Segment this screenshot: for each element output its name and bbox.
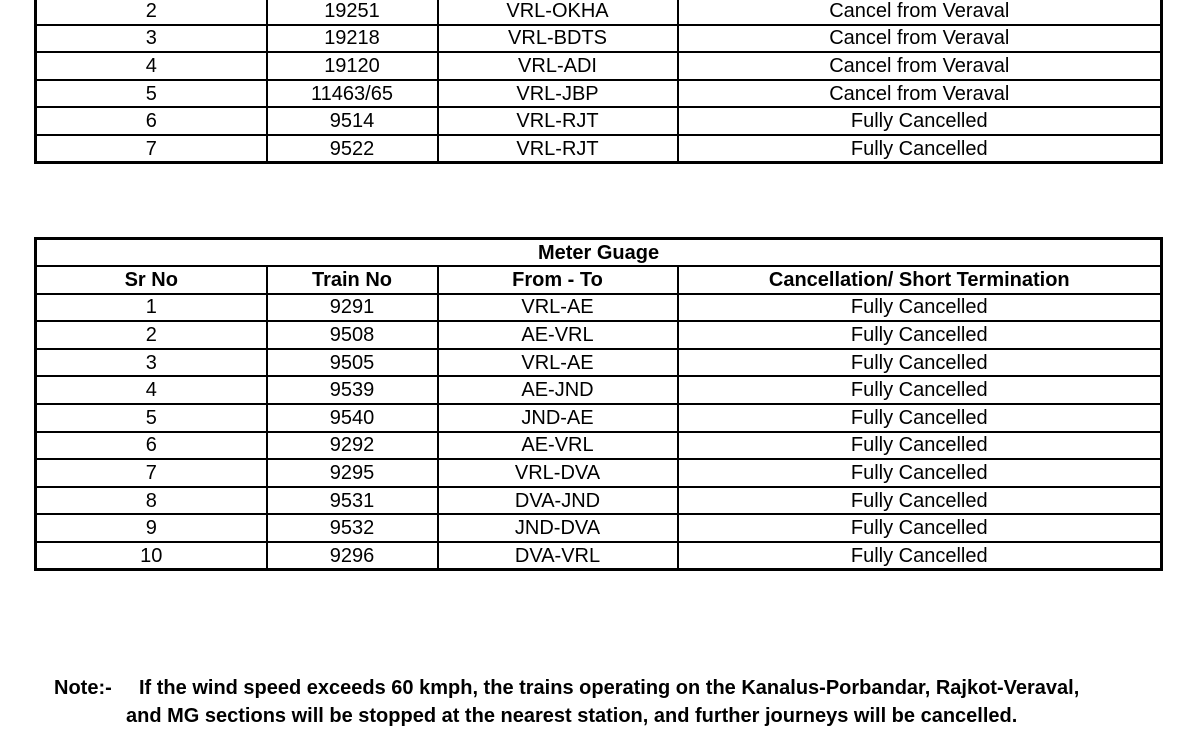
table-row: [36, 542, 1162, 570]
sr-no-cell: 2: [36, 321, 267, 349]
sr-no-cell: 5: [36, 80, 267, 108]
table-row: [36, 0, 1162, 25]
header-sr-no: Sr No: [36, 266, 267, 294]
train-no-cell: 9539: [267, 376, 438, 404]
train-no-cell: 9291: [267, 294, 438, 322]
table-row: [36, 487, 1162, 515]
status-cell: Fully Cancelled: [678, 432, 1162, 460]
from-to-cell: VRL-OKHA: [438, 0, 678, 25]
table-row: [36, 459, 1162, 487]
sr-no-cell: 2: [36, 0, 267, 25]
from-to-cell: DVA-JND: [438, 487, 678, 515]
note-line-1: If the wind speed exceeds 60 kmph, the trains operating on the Kanalus-Porbandar, Rajkot-Veraval,: [139, 677, 1080, 699]
table-row: [36, 321, 1162, 349]
sr-no-cell: 3: [36, 349, 267, 377]
status-cell: Fully Cancelled: [678, 376, 1162, 404]
from-to-cell: VRL-BDTS: [438, 25, 678, 53]
train-no-cell: 9532: [267, 514, 438, 542]
from-to-cell: VRL-AE: [438, 294, 678, 322]
train-no-cell: 9508: [267, 321, 438, 349]
status-cell: Cancel from Veraval: [678, 25, 1162, 53]
from-to-cell: VRL-RJT: [438, 135, 678, 163]
header-cancellation: Cancellation/ Short Termination: [678, 266, 1162, 294]
header-train-no: Train No: [267, 266, 438, 294]
sr-no-cell: 10: [36, 542, 267, 570]
table-row: [36, 135, 1162, 163]
sr-no-cell: 7: [36, 135, 267, 163]
sr-no-cell: 3: [36, 25, 267, 53]
status-cell: Cancel from Veraval: [678, 0, 1162, 25]
note-line-1-wrap: [54, 674, 1079, 702]
from-to-cell: VRL-RJT: [438, 107, 678, 135]
sr-no-cell: 6: [36, 432, 267, 460]
train-no-cell: 9505: [267, 349, 438, 377]
from-to-cell: AE-VRL: [438, 432, 678, 460]
from-to-cell: VRL-DVA: [438, 459, 678, 487]
meter-gauge-title-row: [36, 239, 1162, 267]
meter-gauge-table: [34, 237, 1163, 571]
table-row: [36, 107, 1162, 135]
from-to-cell: VRL-AE: [438, 349, 678, 377]
broad-gauge-table-body: [36, 0, 1162, 163]
train-no-cell: 9514: [267, 107, 438, 135]
train-no-cell: 9292: [267, 432, 438, 460]
train-no-cell: 19120: [267, 52, 438, 80]
from-to-cell: VRL-JBP: [438, 80, 678, 108]
sr-no-cell: 5: [36, 404, 267, 432]
table-row: [36, 432, 1162, 460]
status-cell: Fully Cancelled: [678, 135, 1162, 163]
table-row: [36, 349, 1162, 377]
meter-gauge-header-row: [36, 266, 1162, 294]
status-cell: Fully Cancelled: [678, 514, 1162, 542]
train-no-cell: 19218: [267, 25, 438, 53]
status-cell: Fully Cancelled: [678, 459, 1162, 487]
sr-no-cell: 4: [36, 376, 267, 404]
status-cell: Fully Cancelled: [678, 349, 1162, 377]
table-row: [36, 80, 1162, 108]
sr-no-cell: 6: [36, 107, 267, 135]
note-label: Note:-: [54, 677, 112, 699]
table-row: [36, 294, 1162, 322]
train-no-cell: 9531: [267, 487, 438, 515]
status-cell: Cancel from Veraval: [678, 52, 1162, 80]
train-no-cell: 9296: [267, 542, 438, 570]
sr-no-cell: 8: [36, 487, 267, 515]
sr-no-cell: 9: [36, 514, 267, 542]
table-row: [36, 404, 1162, 432]
meter-gauge-table-body: [36, 239, 1162, 570]
status-cell: Fully Cancelled: [678, 321, 1162, 349]
broad-gauge-table: [34, 0, 1163, 164]
table-row: [36, 52, 1162, 80]
table-row: [36, 514, 1162, 542]
from-to-cell: AE-JND: [438, 376, 678, 404]
train-no-cell: 11463/65: [267, 80, 438, 108]
train-no-cell: 9540: [267, 404, 438, 432]
meter-gauge-title: Meter Guage: [36, 239, 1162, 267]
status-cell: Fully Cancelled: [678, 107, 1162, 135]
train-no-cell: 9295: [267, 459, 438, 487]
status-cell: Fully Cancelled: [678, 294, 1162, 322]
train-no-cell: 19251: [267, 0, 438, 25]
status-cell: Fully Cancelled: [678, 487, 1162, 515]
from-to-cell: DVA-VRL: [438, 542, 678, 570]
table-row: [36, 25, 1162, 53]
from-to-cell: JND-AE: [438, 404, 678, 432]
sr-no-cell: 7: [36, 459, 267, 487]
table-row: [36, 376, 1162, 404]
sr-no-cell: 4: [36, 52, 267, 80]
from-to-cell: JND-DVA: [438, 514, 678, 542]
note-line-2: and MG sections will be stopped at the nearest station, and further journeys will be cancelled.: [126, 705, 1018, 727]
status-cell: Fully Cancelled: [678, 404, 1162, 432]
train-no-cell: 9522: [267, 135, 438, 163]
from-to-cell: VRL-ADI: [438, 52, 678, 80]
status-cell: Fully Cancelled: [678, 542, 1162, 570]
header-from-to: From - To: [438, 266, 678, 294]
status-cell: Cancel from Veraval: [678, 80, 1162, 108]
sr-no-cell: 1: [36, 294, 267, 322]
from-to-cell: AE-VRL: [438, 321, 678, 349]
